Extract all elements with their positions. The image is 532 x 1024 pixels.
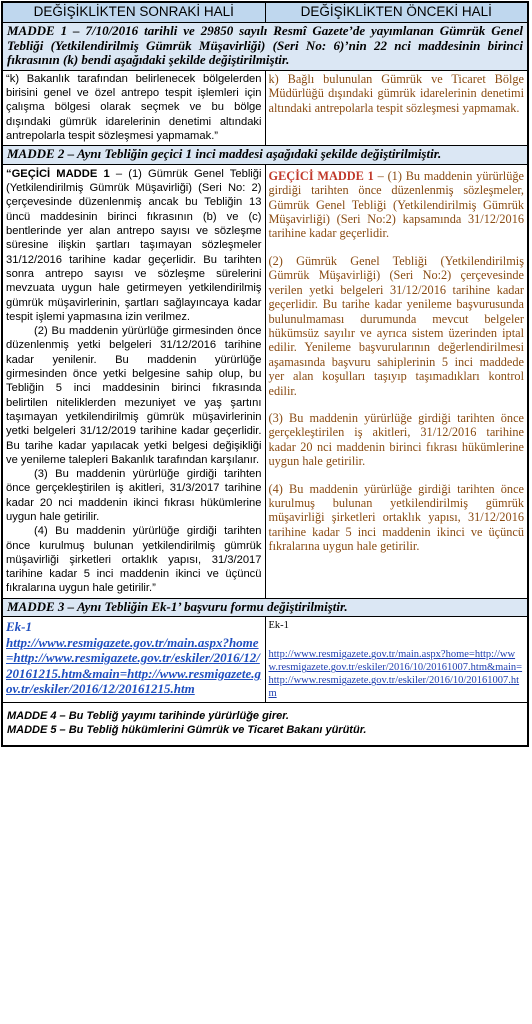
ek1-link-new[interactable]: http://www.resmigazete.gov.tr/main.aspx?home=http://www.resmigazete.gov.tr/eskiler/2016/12/20161215.htm&main=http://www.resmigazete.gov.tr/eskiler/2016/12/20161215.htm xyxy=(6,634,262,697)
madde2-after-p1 xyxy=(6,167,262,324)
madde2-after-p1-body: – (1) Gümrük Genel Tebliği (Yetkilendirilmiş Gümrük Müşavirliği) (Seri No: 2) çerçevesinde düzenlenmiş ancak bu Tebliğin 13 üncü maddesinin birinci fıkrasının (b) ve (c) bentlerinde yer alan antrepo sayısı ve sözleşme süresine ilişkin şartları taşımayan sözleşmeler 31/12/2016 tarihine kadar geçerlidir. Bu tarihten sonra antrepo sayısı ve sözleşme sürelerini mevzuata uygun hale getirmeyen yetkilendirilmiş gümrük müşavirlerinin, şartları sağlayıncaya kadar tespit işlemi yapmasına izin verilmez. xyxy=(6,167,262,323)
madde1-before-paragraph: k) Bağlı bulunulan Gümrük ve Ticaret Bölge Müdürlüğü dışındaki gümrük idarelerinin denetimi altındaki antrepolarla tespit sözleşmesi yapmamak. xyxy=(268,71,524,115)
madde1-title: MADDE 1 – 7/10/2016 tarihli ve 29850 sayılı Resmî Gazete’de yayımlanan Gümrük Genel Tebliği (Yetkilendirilmiş Gümrük Müşavirliği) (Seri No: 6)’nin 22 nci maddesinin birinci fıkrasının (k) bendi aşağıdaki şekilde değiştirilmiştir. xyxy=(3,23,528,71)
madde1-before-text xyxy=(265,70,528,145)
madde2-before-p4: (4) Bu maddenin yürürlüğe girdiği tarihten önce kurulmuş bulunan yetkilendirilmiş gümrük müşavirliği şirketleri ortaklık yapısı, 31/12/2016 tarihine kadar 5 inci maddenin ikinci ve üçüncü fıkralarına uygun hale getirilir. xyxy=(268,481,524,554)
footer-cell xyxy=(3,703,528,746)
madde2-content-row xyxy=(3,164,528,598)
header-after: DEĞİŞİKLİKTEN SONRAKİ HALİ xyxy=(3,3,266,23)
madde2-title: MADDE 2 – Aynı Tebliğin geçici 1 inci maddesi aşağıdaki şekilde değiştirilmiştir. xyxy=(3,146,528,165)
madde2-before-p1-body: – (1) Bu maddenin yürürlüğe girdiği tarihten önce düzenlenmiş sözleşmeler, Gümrük Genel Tebliği (Yetkilendirilmiş Gümrük Müşavirliği) (Seri No:2) kapsamında 31/12/2016 tarihine kadar geçerlidir. xyxy=(268,168,524,241)
madde2-before-p1 xyxy=(269,169,525,241)
header-before: DEĞİŞİKLİKTEN ÖNCEKİ HALİ xyxy=(265,3,528,23)
gecici-madde-heading-old: GEÇİCİ MADDE 1 xyxy=(268,168,374,183)
madde2-after-p2: (2) Bu maddenin yürürlüğe girmesinden önce düzenlenmiş yetki belgeleri 31/12/2016 tarihine kadar yenilenir. Bu maddenin yürürlüğe girmesinden önce yetki belgesine sahip olup, bu Tebliğin 5 inci maddesinin birinci fıkrasında belirtilen niteliklerden mezuniyet ve yaş şartını taşımayan yetkilendirilmiş gümrük müşavirlerinin yetki belgeleri 31/12/2019 tarihine kadar geçerlidir. Bu tarihe kadar yapılacak yetki belgesi değişikliği ve yenileme talepleri Bakanlık tarafından karşılanır. xyxy=(6,325,262,466)
madde1-title-row xyxy=(3,23,528,71)
madde2-before-text xyxy=(265,164,528,598)
ek1-label-old: Ek-1 xyxy=(268,620,289,632)
madde5-text: MADDE 5 – Bu Tebliğ hükümlerini Gümrük ve Ticaret Bakanı yürütür. xyxy=(7,724,367,737)
madde1-content-row xyxy=(3,70,528,145)
madde1-after-text xyxy=(3,70,266,145)
madde2-after-p4: (4) Bu maddenin yürürlüğe girdiği tarihten önce kurulmuş bulunan yetkilendirilmiş gümrük müşavirliği şirketleri ortaklık yapısı, 31/3/2017 tarihine kadar 5 inci maddenin ikinci ve üçüncü fıkralarına uygun hale getirilir.” xyxy=(6,525,262,595)
footer-row xyxy=(3,703,528,746)
madde4-text: MADDE 4 – Bu Tebliğ yayımı tarihinde yürürlüğe girer. xyxy=(7,710,289,723)
madde2-after-text xyxy=(3,164,266,598)
madde2-before-p3: (3) Bu maddenin yürürlüğe girdiği tarihten önce gerçekleştirilen iş akitleri, 31/12/2016 tarihine kadar 20 nci maddenin birinci fıkrası hükümlerine uygun hale getirilir. xyxy=(268,410,524,469)
ek1-label-new: Ek-1 xyxy=(6,619,32,635)
comparison-table xyxy=(2,2,528,746)
ek1-link-old[interactable]: http://www.resmigazete.gov.tr/main.aspx?home=http://www.resmigazete.gov.tr/eskiler/2016/10/20161007.htm&main=http://www.resmigazete.gov.tr/eskiler/2016/10/20161007.htm xyxy=(268,649,523,700)
header-row xyxy=(3,3,528,23)
madde3-title-row xyxy=(3,598,528,617)
madde2-title-row xyxy=(3,146,528,165)
comparison-document xyxy=(1,1,529,747)
gecici-madde-heading: “GEÇİCİ MADDE 1 xyxy=(6,167,110,180)
madde1-after-paragraph: “k) Bakanlık tarafından belirlenecek bölgelerden birisini genel ve özel antrepo tespit işlemleri için çalışma bölgesi olarak seçmek ve bu bölge dışındaki gümrük idarelerinin denetimi altındaki antrepolarla tespit sözleşmesi yapmamak.” xyxy=(6,72,262,142)
madde3-after-cell xyxy=(3,617,266,703)
madde2-after-p3: (3) Bu maddenin yürürlüğe girdiği tarihten önce gerçekleştirilen iş akitleri, 31/3/2017 tarihine kadar 20 nci maddenin ikinci fıkrası hükümlerine uygun hale getirilir. xyxy=(6,468,262,523)
madde3-content-row xyxy=(3,617,528,703)
madde2-before-p2: (2) Gümrük Genel Tebliği (Yetkilendirilmiş Gümrük Müşavirliği) (Seri No:2) çerçevesinde verilen yetki belgeleri 31/12/2016 tarihine kadar geçerlidir. Bu tarihe kadar yenileme başvurusunda bulunulmaması durumunda mevcut belgeler hükümsüz sayılır ve ayrıca sistem üzerinden iptal edilir. Yenileme başvurularının değerlendirilmesi aşamasında başvuru sahiplerinin 5 inci maddede yer alan koşulları taşıyıp taşımadıkları kontrol edilir. xyxy=(268,253,524,398)
madde3-before-cell xyxy=(265,617,528,703)
madde3-title: MADDE 3 – Aynı Tebliğin Ek-1’ başvuru formu değiştirilmiştir. xyxy=(3,598,528,617)
